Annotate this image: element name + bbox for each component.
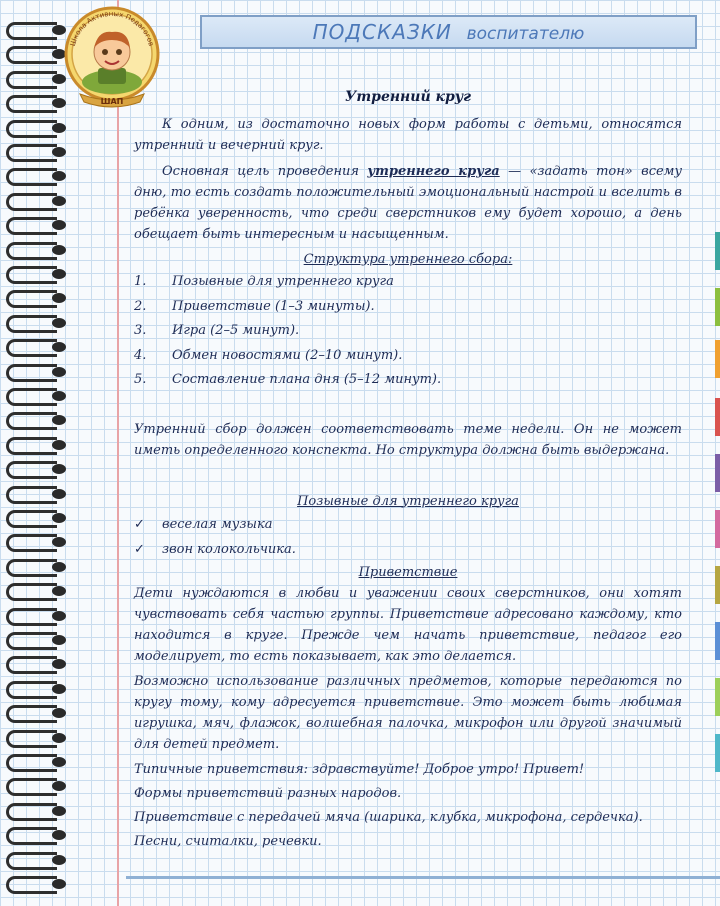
spiral-coil xyxy=(6,412,68,428)
intro-paragraph: К одним, из достаточно новых форм работы с детьми, относятся утренний и вечерний круг. xyxy=(134,117,682,153)
structure-list xyxy=(134,270,682,393)
spiral-coil xyxy=(6,71,68,87)
spiral-coil xyxy=(6,120,68,136)
callsign-item-text: веселая музыка xyxy=(162,516,273,532)
structure-item-text: Позывные для утреннего круга xyxy=(172,274,394,289)
spiral-coil xyxy=(6,144,68,160)
article-title: Утренний круг xyxy=(344,89,472,105)
side-tab-orange xyxy=(715,340,720,378)
spiral-coil xyxy=(6,486,68,502)
spiral-coil xyxy=(6,632,68,648)
checkmark-icon: ✓ xyxy=(134,541,145,557)
greeting-paragraph-2: Возможно использование различных предметов, которые передаются по кругу тому, кому адресуется приветствие. Это может быть любимая игрушка, мяч, флажок, волшебная палочка, микрофон или другой значимый для детей предмет. xyxy=(134,673,682,752)
spiral-coil xyxy=(6,608,68,624)
spiral-coil xyxy=(6,705,68,721)
spiral-coil xyxy=(6,656,68,672)
structure-item-text: Приветствие (1–3 минуты). xyxy=(172,298,375,314)
spiral-coil xyxy=(6,534,68,550)
greeting-heading: Приветствие xyxy=(358,564,458,580)
header-title-main: ПОДСКАЗКИ xyxy=(312,20,452,44)
header-title xyxy=(202,17,695,49)
side-tab-red xyxy=(715,398,720,436)
callsign-item xyxy=(134,537,682,562)
side-tab-purple xyxy=(715,454,720,492)
structure-item xyxy=(134,295,682,320)
spiral-coil xyxy=(6,510,68,526)
header-title-sub: воспитателю xyxy=(466,24,585,44)
side-tab-teal xyxy=(715,232,720,270)
spiral-coil xyxy=(6,876,68,892)
structure-item-text: Обмен новостями (2–10 минут). xyxy=(172,347,403,363)
structure-item-number: 5. xyxy=(134,372,147,387)
spiral-coil xyxy=(6,242,68,258)
callsigns-list xyxy=(134,512,682,562)
spiral-coil xyxy=(6,461,68,477)
spiral-coil xyxy=(6,852,68,868)
spiral-coil xyxy=(6,217,68,233)
structure-item xyxy=(134,319,682,344)
spiral-coil xyxy=(6,388,68,404)
theme-note: Утренний сбор должен соответствовать теме недели. Он не может иметь определенного конспекта. Но структура должна быть выдержана. xyxy=(134,421,682,458)
goal-text-after: — «задать тон» всему дню, то есть создать положительный эмоциональный настрой и вселить в ребёнка уверенность, что среди сверстников ему будет хорошо, а день обещает быть интересным и насыщенным. xyxy=(134,164,682,242)
spiral-coil xyxy=(6,681,68,697)
side-tab-pink xyxy=(715,510,720,548)
structure-item-text: Составление плана дня (5–12 минут). xyxy=(172,372,442,387)
structure-heading: Структура утреннего сбора: xyxy=(303,252,513,267)
structure-item xyxy=(134,344,682,369)
callsign-item-text: звон колокольчика. xyxy=(162,541,296,557)
spiral-coil xyxy=(6,754,68,770)
goal-paragraph xyxy=(134,161,682,245)
logo-arc-text: Школа Активных Педагогов xyxy=(68,9,156,48)
structure-item-number: 2. xyxy=(134,298,147,314)
article xyxy=(134,86,682,852)
checkmark-icon: ✓ xyxy=(134,516,145,532)
structure-item xyxy=(134,270,682,295)
greeting-paragraph-1: Дети нуждаются в любви и уважении своих сверстников, они хотят чувствовать себя частью группы. Приветствие адресовано каждому, кто находится в круге. Прежде чем начать приветствие, педагог его моделирует, то есть показывает, как это делается. xyxy=(134,585,682,664)
spiral-coil xyxy=(6,827,68,843)
spiral-coil xyxy=(6,778,68,794)
greeting-paragraph-5: Приветствие с передачей мяча (шарика, клубка, микрофона, сердечка). xyxy=(134,809,643,825)
header-banner xyxy=(200,15,697,49)
structure-item-number: 3. xyxy=(134,323,147,338)
spiral-coil xyxy=(6,364,68,380)
goal-bold-term: утреннего круга xyxy=(367,164,500,179)
greeting-paragraph-3: Типичные приветствия: здравствуйте! Доброе утро! Привет! xyxy=(134,761,585,777)
structure-item-number: 1. xyxy=(134,274,147,289)
logo-abbrev: ШАП xyxy=(100,97,124,106)
side-tab-green xyxy=(715,288,720,326)
spiral-coil xyxy=(6,193,68,209)
spiral-coil xyxy=(6,22,68,38)
spiral-coil xyxy=(6,266,68,282)
structure-item xyxy=(134,368,682,393)
structure-item-text: Игра (2–5 минут). xyxy=(172,323,300,338)
spiral-coil xyxy=(6,437,68,453)
margin-line xyxy=(117,0,119,906)
greeting-paragraph-6: Песни, считалки, речевки. xyxy=(134,833,322,849)
spiral-coil xyxy=(6,339,68,355)
spiral-coil xyxy=(6,803,68,819)
spiral-coil xyxy=(6,559,68,575)
spiral-coil xyxy=(6,315,68,331)
spiral-coil xyxy=(6,583,68,599)
spiral-coil xyxy=(6,46,68,62)
side-tab-cyan xyxy=(715,734,720,772)
spiral-coil xyxy=(6,290,68,306)
side-tab-olive xyxy=(715,566,720,604)
spiral-coil xyxy=(6,95,68,111)
greeting-paragraph-4: Формы приветствий разных народов. xyxy=(134,785,402,801)
side-tab-lime xyxy=(715,678,720,716)
callsign-item xyxy=(134,512,682,537)
spiral-binding xyxy=(0,0,70,906)
goal-text-before: Основная цель проведения xyxy=(162,164,368,179)
bottom-rule xyxy=(126,876,720,879)
callsigns-heading: Позывные для утреннего круга xyxy=(297,493,519,509)
side-tab-blue xyxy=(715,622,720,660)
structure-item-number: 4. xyxy=(134,347,147,363)
spiral-coil xyxy=(6,168,68,184)
spiral-coil xyxy=(6,730,68,746)
